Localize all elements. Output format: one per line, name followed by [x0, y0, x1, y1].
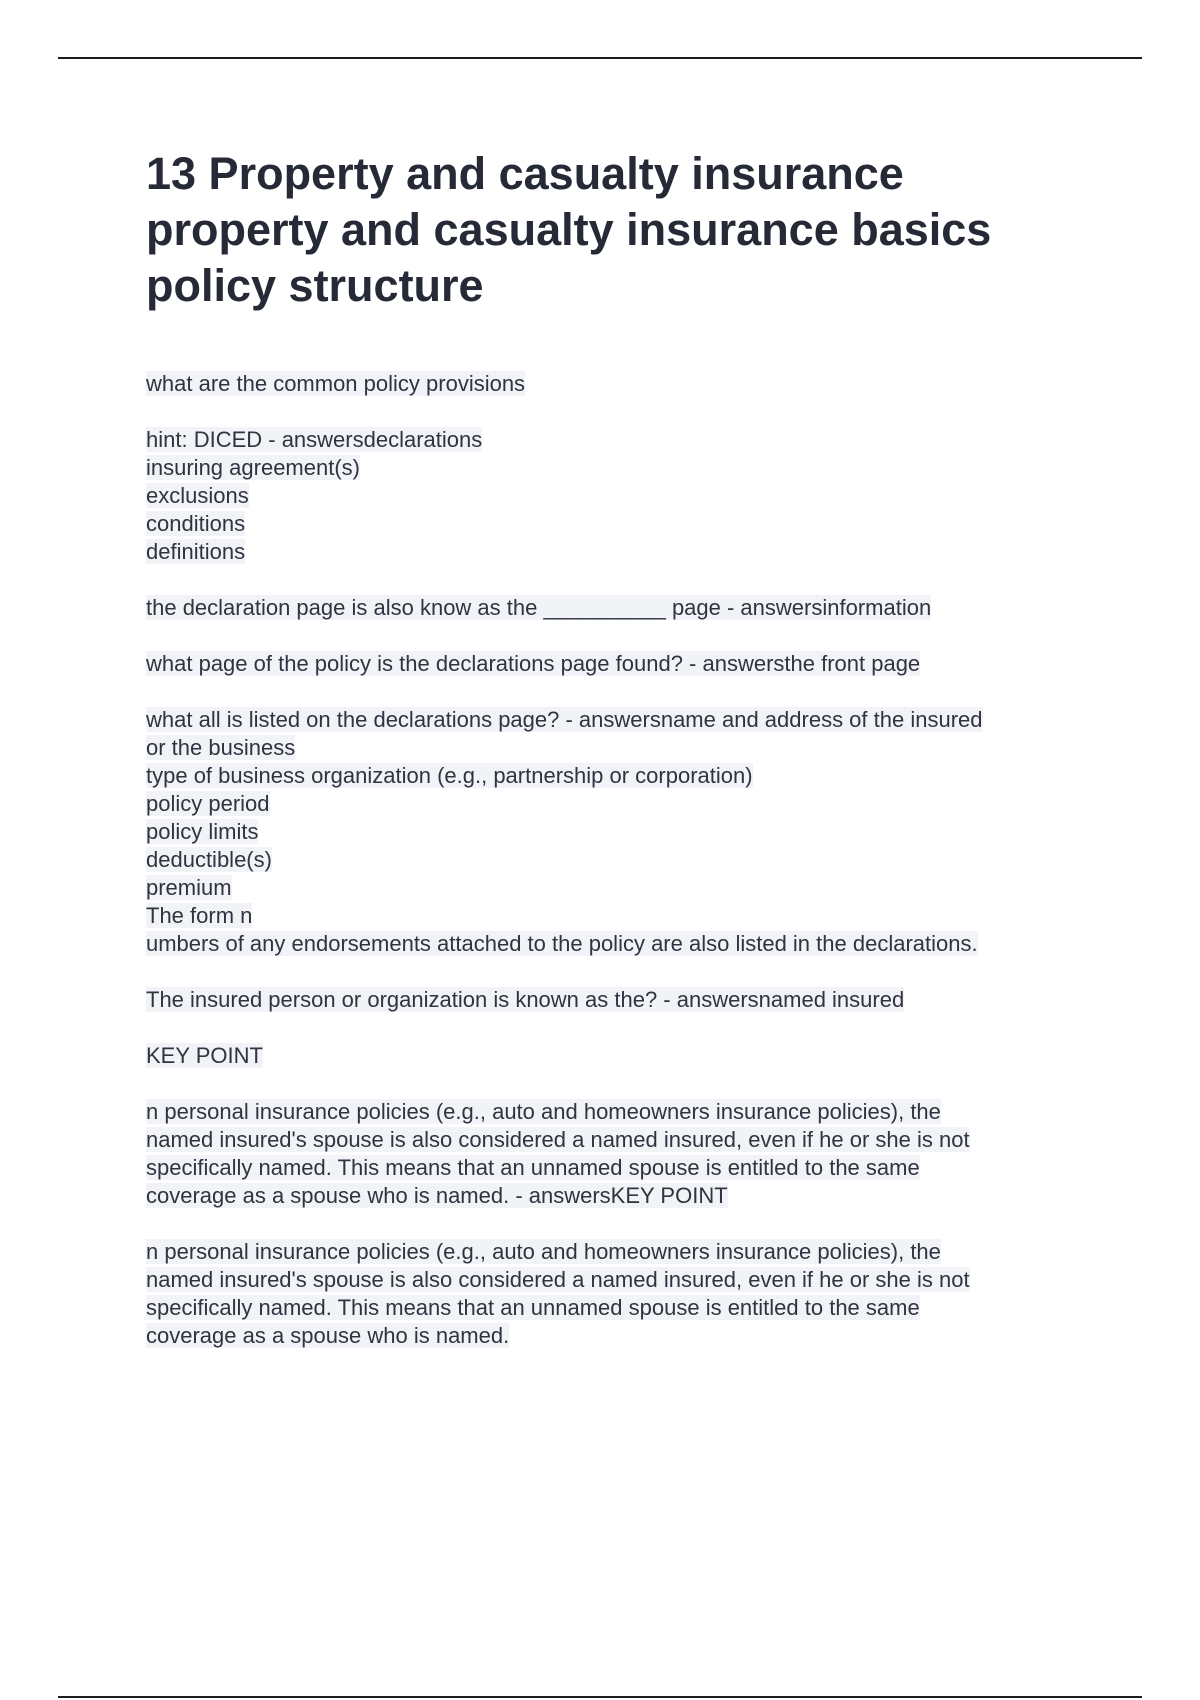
text-line: the declaration page is also know as the __________ page - answersinformation	[146, 595, 932, 620]
text-line: policy limits	[146, 819, 259, 844]
qa-block	[146, 594, 1086, 622]
text-line: specifically named. This means that an unnamed spouse is entitled to the same	[146, 1155, 920, 1180]
text-line: specifically named. This means that an unnamed spouse is entitled to the same	[146, 1295, 920, 1320]
text-line: deductible(s)	[146, 847, 272, 872]
text-line: exclusions	[146, 483, 249, 508]
text-line: type of business organization (e.g., partnership or corporation)	[146, 763, 753, 788]
text-line: n personal insurance policies (e.g., auto and homeowners insurance policies), the	[146, 1099, 941, 1124]
text-line: policy period	[146, 791, 270, 816]
text-line: named insured's spouse is also considered a named insured, even if he or she is not	[146, 1267, 970, 1292]
document-body	[146, 146, 1086, 1350]
qa-block	[146, 370, 1086, 398]
text-line: what are the common policy provisions	[146, 371, 526, 396]
text-line: coverage as a spouse who is named. - answersKEY POINT	[146, 1183, 728, 1208]
text-line: coverage as a spouse who is named.	[146, 1323, 510, 1348]
bottom-divider	[58, 1696, 1142, 1698]
text-line: hint: DICED - answersdeclarations	[146, 427, 483, 452]
qa-list	[146, 370, 1086, 1350]
text-line: umbers of any endorsements attached to the policy are also listed in the declarations.	[146, 931, 978, 956]
top-divider	[58, 57, 1142, 59]
text-line: definitions	[146, 539, 246, 564]
qa-block	[146, 1098, 1086, 1210]
qa-block	[146, 706, 1086, 958]
qa-block	[146, 650, 1086, 678]
text-line: named insured's spouse is also considered a named insured, even if he or she is not	[146, 1127, 970, 1152]
qa-block	[146, 1238, 1086, 1350]
text-line: KEY POINT	[146, 1043, 263, 1068]
text-line: what all is listed on the declarations page? - answersname and address of the insured	[146, 707, 983, 732]
qa-block	[146, 986, 1086, 1014]
text-line: The insured person or organization is known as the? - answersnamed insured	[146, 987, 905, 1012]
text-line: n personal insurance policies (e.g., auto and homeowners insurance policies), the	[146, 1239, 941, 1264]
page-title: 13 Property and casualty insurance property and casualty insurance basics policy structure	[146, 148, 992, 311]
text-line: The form n	[146, 903, 253, 928]
qa-block	[146, 1042, 1086, 1070]
qa-block	[146, 426, 1086, 566]
text-line: conditions	[146, 511, 246, 536]
text-line: premium	[146, 875, 232, 900]
text-line: insuring agreement(s)	[146, 455, 360, 480]
text-line: what page of the policy is the declarations page found? - answersthe front page	[146, 651, 921, 676]
text-line: or the business	[146, 735, 296, 760]
